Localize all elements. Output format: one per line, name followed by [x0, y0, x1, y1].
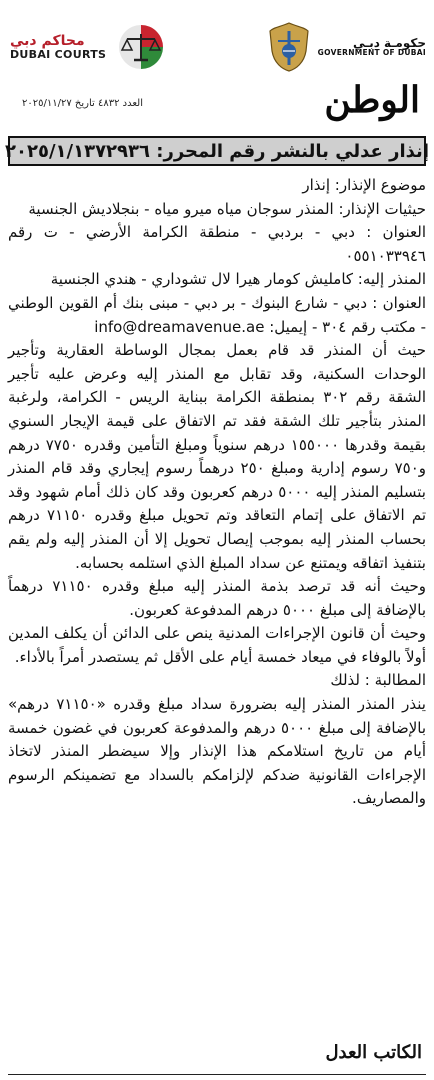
dubai-emblem-icon — [266, 21, 312, 73]
dubai-courts-logo — [10, 20, 170, 74]
notice-body — [8, 174, 426, 811]
facts-paragraph: حيث أن المنذر قد قام بعمل بمجال الوساطة العقارية وتأجير الوحدات السكنية، وقد تقابل مع المنذر إليه وعرض عليه تأجير الشقة رقم ٣٠٢ بمنطقة الكرامة ببناية الريس - الكرامة، ولرغبة المنذر بتأجير تلك الشقة فقد تم الاتفاق على قيمة الإيجار السنوي بقيمة وقدرها ١٥٥٠٠٠ درهم سنوياً ومبلغ التأمين وقدره ٧٧٥٠ درهم و٧٥٠ رسوم إدارية ومبلغ ٢٥٠ درهماً رسوم إيجاري وقد قام المنذر بتسليم المنذر إليه ٥٠٠٠ درهم كعربون وقد كان ذلك أمام شهود وقد تم الاتفاق على إتمام التعاقد وتم تحويل مبلغ وقدره ٧١١٥٠ درهم بحساب المنذر إليه بموجب إيصال تحويل إلا أن المنذر إليه ولم يقم بتنفيذ اتفاقه ويمتنع عن سداد المبلغ الذي استلمه بحسابه. — [8, 341, 426, 572]
notice-title-bar — [5, 136, 429, 166]
notice-particulars: حيثيات الإنذار: المنذر سوجان مياه ميرو مياه - بنجلاديش الجنسية — [28, 199, 426, 218]
notice-subject: موضوع الإنذار: إنذار — [302, 176, 426, 194]
government-of-dubai-name-en: GOVERNMENT OF DUBAI — [317, 48, 426, 58]
bottom-rule — [8, 1074, 426, 1075]
newspaper-name: الوطن — [324, 79, 420, 121]
dubai-courts-name-ar: محاكم دبي — [10, 32, 85, 49]
legal-basis-paragraph: وحيث أن قانون الإجراءات المدنية ينص على الدائن أن يكلف المدين أولاً بالوفاء في ميعاد خمسة أيام على الأقل ثم يستصدر أمراً بالأداء. — [8, 624, 426, 666]
government-of-dubai-logo — [266, 20, 426, 74]
dubai-courts-wordmark — [10, 34, 106, 60]
government-of-dubai-wordmark — [318, 37, 426, 57]
header — [8, 20, 426, 74]
issue-number-date: العدد ٤٨٣٢ تاريخ ٢٠٢٥/١١/٢٧ — [22, 98, 143, 109]
notice-title: إنذار عدلي بالنشر رقم المحرر: ٢٠٢٥/١/١٣٧٢٩٣٦ — [5, 140, 429, 162]
demand-paragraph: ينذر المنذر المنذر إليه بضرورة سداد مبلغ وقدره «٧١١٥٠ درهم» بالإضافة إلى مبلغ ٥٠٠٠ درهم والمدفوعة كعربون في غضون خمسة أيام من تاريخ استلامكم هذا الإنذار وإلا سيضطر المنذر لاتخاذ الإجراءات القانونية ضدكم لإلزامكم بالسداد مع تضمينكم الرسوم والمصاريف. — [8, 695, 426, 808]
government-of-dubai-name-ar: حكومـة دبـي — [352, 35, 426, 50]
notifier-address: العنوان : دبي - بردبي - منطقة الكرامة الأرضي - ت رقم ٠٥٥١٠٣٣٩٤٦ — [8, 223, 426, 265]
notary-signature: الكاتب العدل — [325, 1042, 422, 1063]
addressee-address: العنوان : دبي - شارع البنوك - بر دبي - مبنى بنك أم القوين الوطني - مكتب رقم ٣٠٤ - إيميل: info@dreamavenue.ae — [8, 293, 426, 336]
scales-of-justice-icon — [112, 22, 170, 72]
amount-due-paragraph: وحيث أنه قد ترصد بذمة المنذر إليه مبلغ وقدره ٧١١٥٠ درهماً بالإضافة إلى مبلغ ٥٠٠٠ درهم المدفوعة كعربون. — [8, 577, 426, 619]
addressee: المنذر إليه: كامليش كومار هيرا لال تشوداري - هندي الجنسية — [50, 270, 426, 289]
dubai-courts-name-en: DUBAI COURTS — [10, 47, 107, 61]
demand-heading: المطالبة : لذلك — [330, 671, 426, 690]
